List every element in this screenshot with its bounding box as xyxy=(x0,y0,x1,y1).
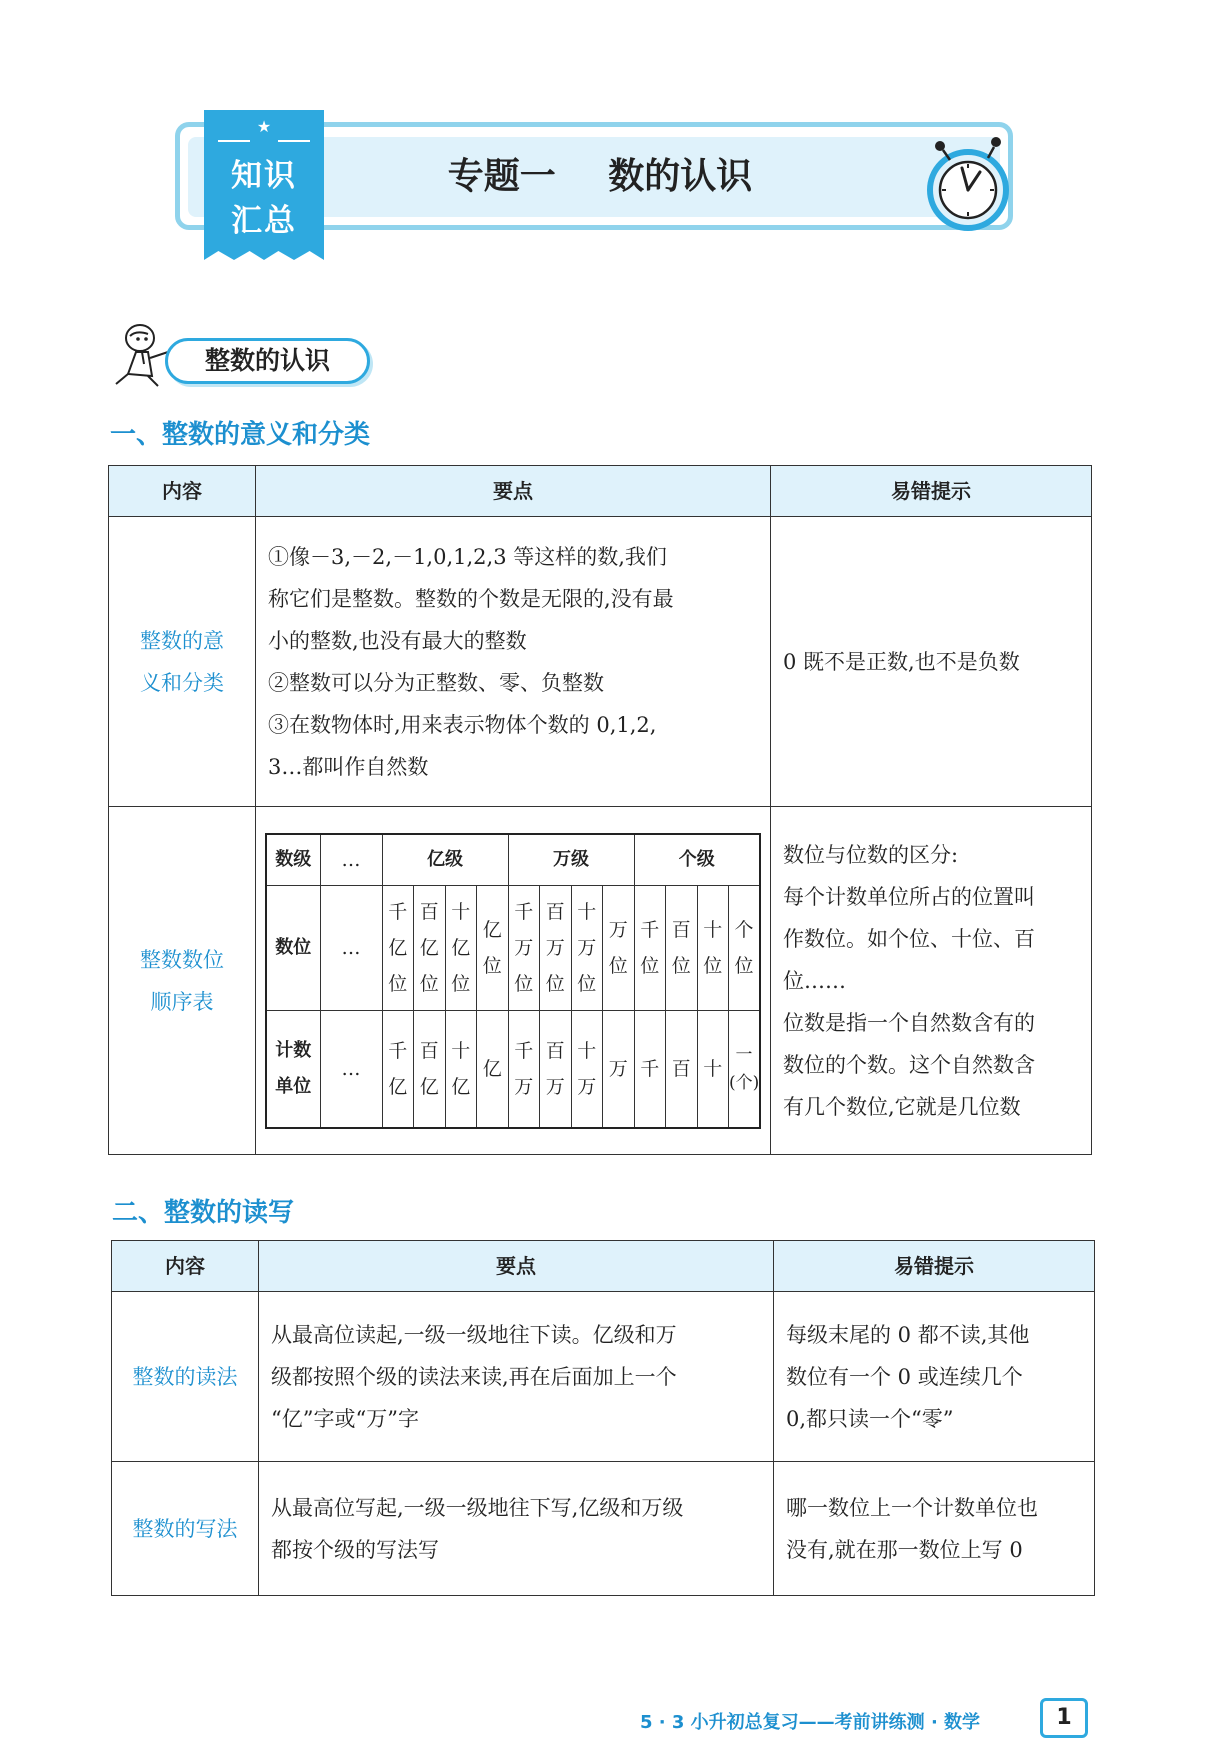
col-header-content: 内容 xyxy=(109,466,256,517)
col-header-points: 要点 xyxy=(256,466,771,517)
pv-unit: 十 万 xyxy=(571,1010,603,1128)
tip-line: 没有,就在那一数位上写 0 xyxy=(786,1537,1023,1562)
tip-line: 位数是指一个自然数含有的 xyxy=(783,1010,1035,1035)
pv-unit-row xyxy=(266,1010,760,1128)
tip-line: 位…… xyxy=(783,968,846,993)
points-cell xyxy=(259,1462,774,1596)
pv-unit: 十 亿 xyxy=(445,1010,477,1128)
tip-line: 作数位。如个位、十位、百 xyxy=(783,926,1035,951)
tip-line: 数位与位数的区分: xyxy=(783,842,959,867)
page-number: 1 xyxy=(1040,1698,1088,1738)
footer-series-title: 5 · 3 小升初总复习——考前讲练测 · 数学 xyxy=(640,1712,981,1733)
pv-row-label: 计数 单位 xyxy=(266,1010,320,1128)
point-line: 小的整数,也没有最大的整数 xyxy=(268,628,527,653)
pv-place: 个 位 xyxy=(729,885,761,1010)
category-text: 顺序表 xyxy=(150,989,214,1014)
pv-place: 亿 位 xyxy=(477,885,509,1010)
pv-level-wan: 万级 xyxy=(508,834,634,886)
clock-icon xyxy=(910,128,1020,238)
point-line: 从最高位读起,一级一级地往下读。亿级和万 xyxy=(271,1322,677,1347)
pv-unit: 百 亿 xyxy=(414,1010,446,1128)
category-cell: 整数的写法 xyxy=(112,1462,259,1596)
part2-heading: 二、整数的读写 xyxy=(112,1198,295,1228)
table-row xyxy=(109,807,1092,1155)
category-text: 整数的意 xyxy=(140,628,224,653)
table-row xyxy=(112,1292,1095,1462)
point-line: “亿”字或“万”字 xyxy=(271,1406,419,1431)
point-line: 级都按照个级的读法来读,再在后面加上一个 xyxy=(271,1364,677,1389)
pv-place: 十 位 xyxy=(697,885,729,1010)
pv-level-yi: 亿级 xyxy=(382,834,508,886)
place-value-table xyxy=(265,833,761,1129)
points-cell xyxy=(256,517,771,807)
place-value-cell xyxy=(256,807,771,1155)
ribbon-divider-right xyxy=(278,140,310,142)
pv-place: 十 万 位 xyxy=(571,885,603,1010)
pv-unit: 一 (个) xyxy=(729,1010,761,1128)
tip-line: 数位的个数。这个自然数含 xyxy=(783,1052,1035,1077)
pv-ellipsis: … xyxy=(320,834,382,886)
category-cell xyxy=(109,517,256,807)
tip-line: 数位有一个 0 或连续几个 xyxy=(786,1364,1023,1389)
tip-line: 哪一数位上一个计数单位也 xyxy=(786,1495,1038,1520)
pv-place: 百 万 位 xyxy=(540,885,572,1010)
col-header-tips: 易错提示 xyxy=(771,466,1092,517)
category-cell: 整数的读法 xyxy=(112,1292,259,1462)
pv-unit: 百 万 xyxy=(540,1010,572,1128)
pv-unit: 千 亿 xyxy=(382,1010,414,1128)
pv-unit: 百 xyxy=(666,1010,698,1128)
tip-line: 每个计数单位所占的位置叫 xyxy=(783,884,1035,909)
point-line: 称它们是整数。整数的个数是无限的,没有最 xyxy=(268,586,674,611)
pv-row-label: 数级 xyxy=(266,834,320,886)
part2-table xyxy=(111,1240,1095,1596)
col-header-points: 要点 xyxy=(259,1241,774,1292)
point-line: ①像－3,－2,－1,0,1,2,3 等这样的数,我们 xyxy=(268,544,667,569)
part1-header-row xyxy=(109,466,1092,517)
point-line: ③在数物体时,用来表示物体个数的 0,1,2, xyxy=(268,712,657,737)
pv-place-row xyxy=(266,885,760,1010)
ribbon-text-line1: 知识 xyxy=(231,158,297,194)
part1-table xyxy=(108,465,1092,1155)
pv-place: 百 亿 位 xyxy=(414,885,446,1010)
tip-cell xyxy=(771,807,1092,1155)
category-cell xyxy=(109,807,256,1155)
pv-unit: 千 xyxy=(634,1010,666,1128)
pv-unit: 十 xyxy=(697,1010,729,1128)
pv-unit: 亿 xyxy=(477,1010,509,1128)
pv-level-ge: 个级 xyxy=(634,834,760,886)
pv-place: 十 亿 位 xyxy=(445,885,477,1010)
pv-place: 百 位 xyxy=(666,885,698,1010)
tip-cell xyxy=(774,1292,1095,1462)
pv-unit: 千 万 xyxy=(508,1010,540,1128)
category-text: 整数数位 xyxy=(140,947,224,972)
tip-line: 有几个数位,它就是几位数 xyxy=(783,1094,1021,1119)
pv-row-label: 数位 xyxy=(266,885,320,1010)
pv-place: 千 万 位 xyxy=(508,885,540,1010)
tip-cell xyxy=(774,1462,1095,1596)
pv-ellipsis: … xyxy=(320,1010,382,1128)
section-pill: 整数的认识 xyxy=(165,338,370,384)
tip-line: 0,都只读一个“零” xyxy=(786,1406,954,1431)
table-row xyxy=(109,517,1092,807)
part2-header-row xyxy=(112,1241,1095,1292)
tip-line: 每级末尾的 0 都不读,其他 xyxy=(786,1322,1030,1347)
point-line: ②整数可以分为正整数、零、负整数 xyxy=(268,670,604,695)
point-line: 都按个级的写法写 xyxy=(271,1537,439,1562)
pv-unit: 万 xyxy=(603,1010,635,1128)
category-text: 义和分类 xyxy=(140,670,224,695)
col-header-tips: 易错提示 xyxy=(774,1241,1095,1292)
point-line: 从最高位写起,一级一级地往下写,亿级和万级 xyxy=(271,1495,684,1520)
pv-place: 万 位 xyxy=(603,885,635,1010)
col-header-content: 内容 xyxy=(112,1241,259,1292)
tip-cell: 0 既不是正数,也不是负数 xyxy=(771,517,1092,807)
points-cell xyxy=(259,1292,774,1462)
pv-place: 千 位 xyxy=(634,885,666,1010)
pv-place: 千 亿 位 xyxy=(382,885,414,1010)
point-line: 3…都叫作自然数 xyxy=(268,754,429,779)
part1-heading: 一、整数的意义和分类 xyxy=(110,420,371,450)
table-row xyxy=(112,1462,1095,1596)
pv-ellipsis: … xyxy=(320,885,382,1010)
topic-title: 专题一 数的认识 xyxy=(447,156,753,197)
pv-level-row xyxy=(266,834,760,886)
ribbon-text-line2: 汇总 xyxy=(231,203,297,239)
ribbon-divider-left xyxy=(218,140,250,142)
star-icon: ★ xyxy=(256,117,272,136)
